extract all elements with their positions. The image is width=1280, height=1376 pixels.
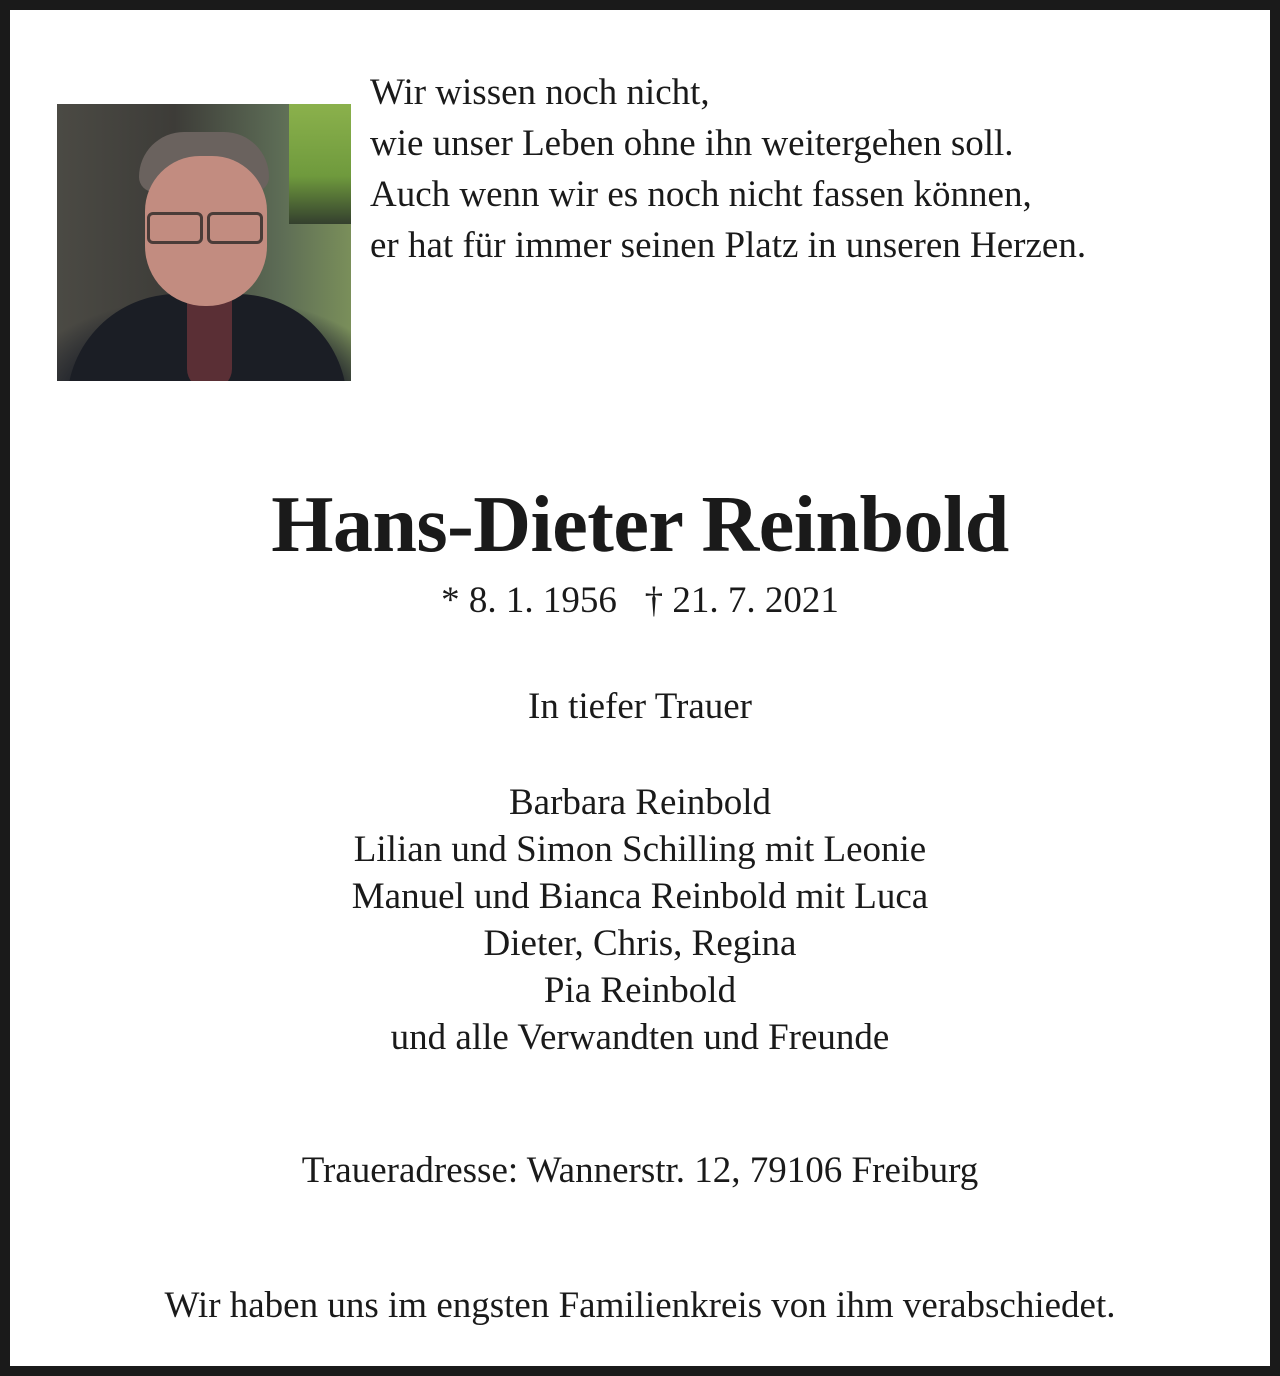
photo-glasses-left [147, 212, 203, 244]
poem-line: Auch wenn wir es noch nicht fassen können, [370, 174, 1032, 215]
signer-line: Pia Reinbold [543, 970, 737, 1011]
photo-background-plant [289, 104, 351, 224]
signer-line: Dieter, Chris, Regina [483, 923, 797, 964]
portrait-photo [57, 104, 351, 381]
signers-list [10, 779, 1270, 1061]
life-dates: * 8. 1. 1956 † 21. 7. 2021 [441, 580, 839, 621]
deceased-name: Hans-Dieter Reinbold [271, 481, 1009, 569]
poem-verse [370, 67, 1086, 271]
closing-note: Wir haben uns im engsten Familienkreis von ihm verabschiedet. [164, 1285, 1116, 1326]
signer-line: Manuel und Bianca Reinbold mit Luca [351, 876, 929, 917]
photo-shirt-collar [187, 299, 232, 381]
photo-glasses-right [207, 212, 263, 244]
poem-line: Wir wissen noch nicht, [370, 72, 710, 113]
signer-line: und alle Verwandten und Freunde [390, 1017, 890, 1058]
signer-line: Barbara Reinbold [509, 782, 771, 823]
mourning-phrase: In tiefer Trauer [528, 686, 752, 727]
poem-line: er hat für immer seinen Platz in unseren Herzen. [370, 225, 1087, 266]
signer-line: Lilian und Simon Schilling mit Leonie [353, 829, 927, 870]
mourning-address: Traueradresse: Wannerstr. 12, 79106 Freiburg [301, 1150, 979, 1191]
poem-line: wie unser Leben ohne ihn weitergehen soll. [370, 123, 1014, 164]
